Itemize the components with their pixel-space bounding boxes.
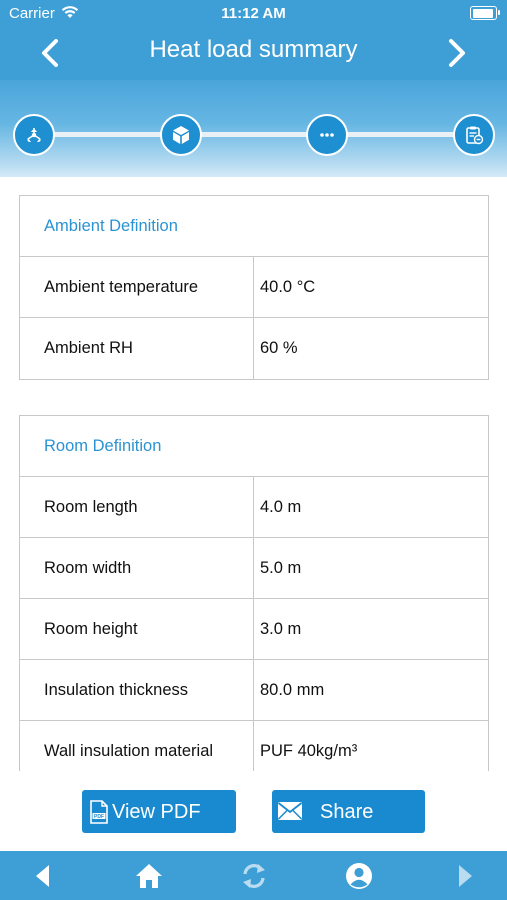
forward-arrow-icon[interactable] <box>451 862 479 890</box>
action-bar <box>0 771 507 851</box>
table-row <box>20 318 488 379</box>
section-title-ambient: Ambient Definition <box>20 196 488 257</box>
row-label: Room length <box>20 477 254 537</box>
row-label: Ambient temperature <box>20 257 254 317</box>
progress-stepper <box>0 80 507 177</box>
step-fan[interactable] <box>13 114 55 156</box>
fan-icon <box>24 125 44 145</box>
table-row <box>20 257 488 318</box>
step-cube[interactable] <box>160 114 202 156</box>
share-label: Share <box>320 801 374 823</box>
summary-content[interactable] <box>0 177 507 771</box>
row-label: Ambient RH <box>20 318 254 379</box>
pdf-icon <box>89 800 109 824</box>
step-more[interactable] <box>306 114 348 156</box>
page-title: Heat load summary <box>149 36 358 63</box>
row-label: Insulation thickness <box>20 660 254 720</box>
ambient-definition-card <box>19 195 489 380</box>
table-row <box>20 599 488 660</box>
refresh-icon[interactable] <box>240 862 268 890</box>
view-pdf-label: View PDF <box>112 801 201 823</box>
table-row <box>20 660 488 721</box>
share-button[interactable] <box>272 790 425 833</box>
row-value: 4.0 m <box>260 498 302 516</box>
table-row <box>20 538 488 599</box>
profile-icon[interactable] <box>345 862 373 890</box>
row-value: 40.0 °C <box>260 278 316 296</box>
bottom-tab-bar <box>0 851 507 900</box>
svg-text:PDF: PDF <box>94 814 104 820</box>
row-value: 3.0 m <box>260 620 302 638</box>
chevron-right-icon[interactable] <box>445 38 469 68</box>
view-pdf-button[interactable] <box>82 790 236 833</box>
cube-icon <box>171 125 191 145</box>
table-row <box>20 477 488 538</box>
row-label: Room height <box>20 599 254 659</box>
header <box>0 0 507 80</box>
row-value: 80.0 mm <box>260 681 325 699</box>
section-title-room: Room Definition <box>20 416 488 477</box>
row-value: 60 % <box>260 339 298 357</box>
home-icon[interactable] <box>135 862 163 890</box>
clipboard-icon <box>464 125 484 145</box>
status-bar <box>0 0 507 28</box>
step-summary[interactable] <box>453 114 495 156</box>
row-value: 5.0 m <box>260 559 302 577</box>
more-icon <box>317 125 337 145</box>
row-value: PUF 40kg/m³ <box>260 742 358 760</box>
room-definition-card <box>19 415 489 771</box>
envelope-icon <box>277 801 303 821</box>
status-time: 11:12 AM <box>221 5 286 22</box>
row-label: Wall insulation material <box>20 721 254 771</box>
table-row <box>20 721 488 771</box>
carrier-label: Carrier <box>9 5 55 22</box>
stepper-track <box>34 132 473 137</box>
battery-icon <box>470 6 497 20</box>
back-arrow-icon[interactable] <box>29 862 57 890</box>
row-label: Room width <box>20 538 254 598</box>
